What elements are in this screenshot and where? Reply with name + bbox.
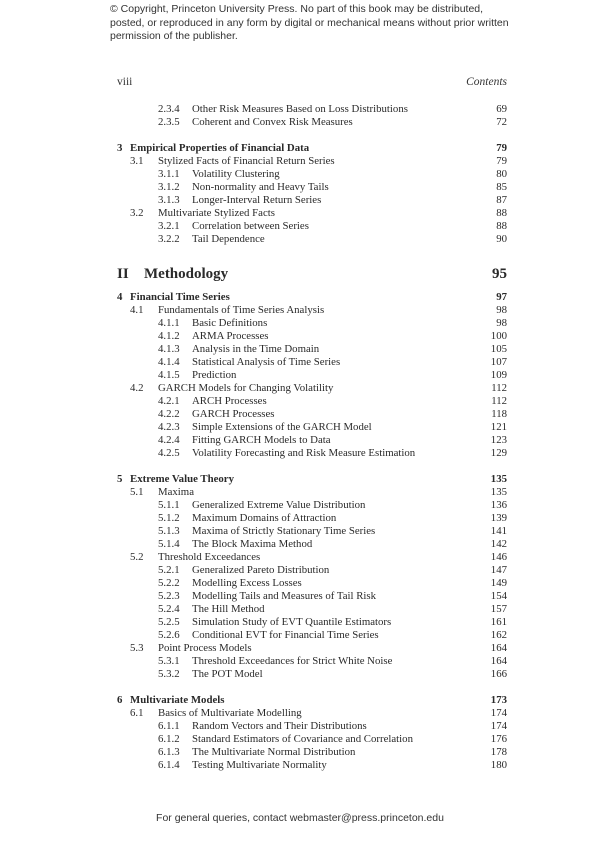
toc-subsection	[117, 330, 507, 343]
toc-entry-page: 90	[496, 233, 507, 245]
toc-chapter	[117, 291, 507, 304]
toc-section	[117, 707, 507, 720]
toc-entry-page: 176	[490, 733, 507, 745]
toc-entry-page: 79	[496, 155, 507, 167]
toc-subsection	[117, 434, 507, 447]
toc-entry-page: 95	[492, 266, 507, 282]
toc-entry-page: 109	[490, 369, 507, 381]
toc-subsection	[117, 369, 507, 382]
toc-section	[117, 642, 507, 655]
toc-entry-title: Multivariate Models	[130, 694, 225, 706]
table-of-contents	[117, 103, 507, 772]
toc-subsection	[117, 655, 507, 668]
toc-subsection	[117, 447, 507, 460]
toc-entry-page: 80	[496, 168, 507, 180]
toc-entry-page: 112	[491, 395, 507, 407]
toc-entry-number: 4.1.5	[158, 369, 180, 381]
toc-entry-title: Random Vectors and Their Distributions	[192, 720, 367, 732]
toc-subsection	[117, 746, 507, 759]
toc-subsection	[117, 181, 507, 194]
toc-entry-number: 5	[117, 473, 123, 485]
toc-entry-page: 136	[490, 499, 507, 511]
toc-entry-number: 4.1.1	[158, 317, 180, 329]
toc-subsection	[117, 668, 507, 681]
toc-entry-title: Correlation between Series	[192, 220, 309, 232]
toc-entry-title: Threshold Exceedances	[158, 551, 261, 563]
toc-entry-number: 4.1.4	[158, 356, 180, 368]
toc-entry-number: 4.2.5	[158, 447, 180, 459]
toc-entry-page: 141	[490, 525, 507, 537]
toc-entry-title: Analysis in the Time Domain	[192, 343, 320, 355]
toc-entry-title: ARMA Processes	[192, 330, 269, 342]
toc-entry-number: 4.2.1	[158, 395, 180, 407]
toc-entry-page: 164	[490, 655, 507, 667]
toc-entry-title: GARCH Models for Changing Volatility	[158, 382, 334, 394]
toc-entry-page: 164	[490, 642, 507, 654]
toc-entry-title: Non-normality and Heavy Tails	[192, 181, 329, 193]
toc-entry-title: Longer-Interval Return Series	[192, 194, 322, 206]
toc-entry-number: 6.1.1	[158, 720, 180, 732]
toc-subsection	[117, 564, 507, 577]
toc-entry-page: 147	[490, 564, 507, 576]
toc-subsection	[117, 759, 507, 772]
toc-entry-title: The Multivariate Normal Distribution	[192, 746, 356, 758]
toc-entry-title: Modelling Tails and Measures of Tail Risk	[192, 590, 377, 602]
toc-entry-title: Other Risk Measures Based on Loss Distributions	[192, 103, 408, 115]
toc-entry-number: 4	[117, 291, 123, 303]
toc-subsection	[117, 103, 507, 116]
toc-subsection	[117, 512, 507, 525]
toc-entry-page: 139	[490, 512, 507, 524]
toc-subsection	[117, 356, 507, 369]
toc-section	[117, 207, 507, 220]
toc-entry-page: 121	[490, 421, 507, 433]
toc-subsection	[117, 168, 507, 181]
toc-entry-title: GARCH Processes	[192, 408, 275, 420]
toc-entry-number: 5.2.1	[158, 564, 180, 576]
toc-subsection	[117, 577, 507, 590]
toc-entry-title: Simulation Study of EVT Quantile Estimators	[192, 616, 392, 628]
toc-section	[117, 155, 507, 168]
toc-entry-page: 112	[491, 382, 507, 394]
page-number: viii	[117, 76, 133, 88]
toc-entry-title: Generalized Pareto Distribution	[192, 564, 330, 576]
toc-entry-title: The Hill Method	[192, 603, 265, 615]
toc-subsection	[117, 590, 507, 603]
toc-entry-number: 5.2	[130, 551, 144, 563]
toc-entry-number: 4.2.3	[158, 421, 180, 433]
toc-entry-page: 157	[490, 603, 507, 615]
toc-subsection	[117, 317, 507, 330]
toc-entry-page: 180	[490, 759, 507, 771]
toc-entry-page: 98	[496, 304, 507, 316]
toc-entry-page: 69	[496, 103, 507, 115]
footer-contact: For general queries, contact webmaster@press.princeton.edu	[156, 812, 444, 824]
toc-subsection	[117, 629, 507, 642]
toc-entry-number: 3.2.1	[158, 220, 180, 232]
toc-subsection	[117, 194, 507, 207]
toc-entry-page: 149	[490, 577, 507, 589]
toc-entry-number: 3.1.1	[158, 168, 180, 180]
toc-entry-page: 173	[490, 694, 507, 706]
toc-entry-number: 6.1.3	[158, 746, 180, 758]
toc-entry-number: 4.2.4	[158, 434, 180, 446]
toc-entry-title: Methodology	[144, 266, 229, 282]
toc-entry-number: 5.3.1	[158, 655, 180, 667]
toc-entry-page: 88	[496, 207, 507, 219]
toc-entry-page: 107	[490, 356, 507, 368]
toc-part	[117, 263, 507, 285]
toc-entry-number: 3.2	[130, 207, 144, 219]
toc-entry-page: 72	[496, 116, 507, 128]
toc-entry-title: Multivariate Stylized Facts	[158, 207, 275, 219]
toc-entry-number: 3	[117, 142, 123, 154]
toc-entry-title: Stylized Facts of Financial Return Series	[158, 155, 335, 167]
toc-entry-title: Empirical Properties of Financial Data	[130, 142, 310, 154]
toc-chapter	[117, 473, 507, 486]
toc-entry-title: Maximum Domains of Attraction	[192, 512, 337, 524]
toc-subsection	[117, 408, 507, 421]
toc-entry-title: The Block Maxima Method	[192, 538, 313, 550]
toc-entry-number: 5.2.6	[158, 629, 180, 641]
toc-entry-title: Basic Definitions	[192, 317, 268, 329]
toc-entry-number: 6.1.4	[158, 759, 180, 771]
toc-entry-title: Modelling Excess Losses	[192, 577, 302, 589]
toc-entry-page: 100	[490, 330, 507, 342]
toc-entry-page: 162	[490, 629, 507, 641]
toc-entry-title: Fitting GARCH Models to Data	[192, 434, 331, 446]
toc-subsection	[117, 538, 507, 551]
toc-entry-page: 178	[490, 746, 507, 758]
toc-entry-title: Simple Extensions of the GARCH Model	[192, 421, 372, 433]
toc-entry-page: 79	[496, 142, 507, 154]
toc-entry-title: Point Process Models	[158, 642, 252, 654]
toc-entry-title: Standard Estimators of Covariance and Correlation	[192, 733, 413, 745]
toc-entry-number: 5.2.5	[158, 616, 180, 628]
toc-entry-number: 4.1.2	[158, 330, 180, 342]
toc-spacer	[117, 460, 507, 473]
toc-entry-number: 5.1.3	[158, 525, 180, 537]
toc-entry-page: 135	[490, 486, 507, 498]
toc-spacer	[117, 246, 507, 263]
toc-entry-page: 174	[490, 720, 507, 732]
toc-entry-page: 161	[490, 616, 507, 628]
running-head	[117, 76, 507, 90]
toc-spacer	[117, 129, 507, 142]
toc-entry-title: Tail Dependence	[192, 233, 265, 245]
toc-entry-number: 3.1.3	[158, 194, 180, 206]
toc-entry-number: 6	[117, 694, 123, 706]
toc-subsection	[117, 733, 507, 746]
toc-entry-number: 2.3.4	[158, 103, 180, 115]
toc-subsection	[117, 220, 507, 233]
toc-entry-page: 118	[491, 408, 507, 420]
toc-entry-page: 146	[490, 551, 507, 563]
toc-entry-number: 5.1.4	[158, 538, 180, 550]
toc-subsection	[117, 525, 507, 538]
toc-entry-title: Basics of Multivariate Modelling	[158, 707, 302, 719]
toc-subsection	[117, 499, 507, 512]
toc-entry-title: The POT Model	[192, 668, 263, 680]
toc-subsection	[117, 616, 507, 629]
toc-entry-title: Maxima	[158, 486, 194, 498]
toc-entry-page: 97	[496, 291, 507, 303]
toc-entry-number: 5.2.4	[158, 603, 180, 615]
toc-entry-number: 2.3.5	[158, 116, 180, 128]
toc-entry-page: 129	[490, 447, 507, 459]
toc-entry-title: Statistical Analysis of Time Series	[192, 356, 341, 368]
toc-entry-number: 5.1.2	[158, 512, 180, 524]
toc-subsection	[117, 720, 507, 733]
toc-entry-number: 5.3	[130, 642, 144, 654]
toc-subsection	[117, 603, 507, 616]
toc-subsection	[117, 395, 507, 408]
toc-entry-title: Generalized Extreme Value Distribution	[192, 499, 366, 511]
toc-entry-number: 6.1	[130, 707, 144, 719]
toc-entry-title: Prediction	[192, 369, 237, 381]
toc-entry-title: ARCH Processes	[192, 395, 267, 407]
toc-entry-page: 154	[490, 590, 507, 602]
toc-entry-page: 135	[490, 473, 507, 485]
toc-entry-number: 6.1.2	[158, 733, 180, 745]
toc-entry-title: Maxima of Strictly Stationary Time Series	[192, 525, 376, 537]
toc-entry-number: 3.1.2	[158, 181, 180, 193]
running-title: Contents	[466, 76, 507, 88]
toc-entry-number: 4.1	[130, 304, 144, 316]
toc-entry-number: 5.2.3	[158, 590, 180, 602]
toc-entry-page: 174	[490, 707, 507, 719]
toc-subsection	[117, 116, 507, 129]
toc-entry-page: 98	[496, 317, 507, 329]
toc-entry-title: Conditional EVT for Financial Time Series	[192, 629, 379, 641]
toc-entry-number: 4.2.2	[158, 408, 180, 420]
toc-entry-page: 166	[490, 668, 507, 680]
toc-section	[117, 304, 507, 317]
toc-section	[117, 486, 507, 499]
toc-entry-number: 5.1	[130, 486, 144, 498]
toc-entry-page: 85	[496, 181, 507, 193]
toc-entry-title: Volatility Forecasting and Risk Measure Estimation	[192, 447, 416, 459]
toc-entry-number: 4.1.3	[158, 343, 180, 355]
toc-entry-title: Extreme Value Theory	[130, 473, 234, 485]
toc-entry-page: 142	[490, 538, 507, 550]
toc-subsection	[117, 343, 507, 356]
toc-entry-number: 4.2	[130, 382, 144, 394]
toc-chapter	[117, 142, 507, 155]
toc-entry-page: 87	[496, 194, 507, 206]
toc-entry-number: II	[117, 266, 129, 282]
toc-entry-number: 3.1	[130, 155, 144, 167]
toc-chapter	[117, 694, 507, 707]
toc-entry-title: Fundamentals of Time Series Analysis	[158, 304, 325, 316]
toc-entry-number: 5.2.2	[158, 577, 180, 589]
toc-entry-title: Volatility Clustering	[192, 168, 280, 180]
toc-entry-title: Testing Multivariate Normality	[192, 759, 327, 771]
toc-entry-title: Financial Time Series	[130, 291, 230, 303]
toc-entry-number: 5.1.1	[158, 499, 180, 511]
toc-subsection	[117, 421, 507, 434]
toc-entry-title: Threshold Exceedances for Strict White Noise	[192, 655, 393, 667]
toc-entry-title: Coherent and Convex Risk Measures	[192, 116, 353, 128]
toc-entry-number: 5.3.2	[158, 668, 180, 680]
toc-section	[117, 382, 507, 395]
toc-entry-page: 123	[490, 434, 507, 446]
copyright-notice: © Copyright, Princeton University Press. No part of this book may be distributed, posted, or reproduced in any form by digital or mechanical means without prior written permission of the publisher.	[110, 3, 509, 42]
toc-entry-page: 105	[490, 343, 507, 355]
toc-spacer	[117, 681, 507, 694]
toc-entry-number: 3.2.2	[158, 233, 180, 245]
toc-section	[117, 551, 507, 564]
toc-subsection	[117, 233, 507, 246]
toc-entry-page: 88	[496, 220, 507, 232]
